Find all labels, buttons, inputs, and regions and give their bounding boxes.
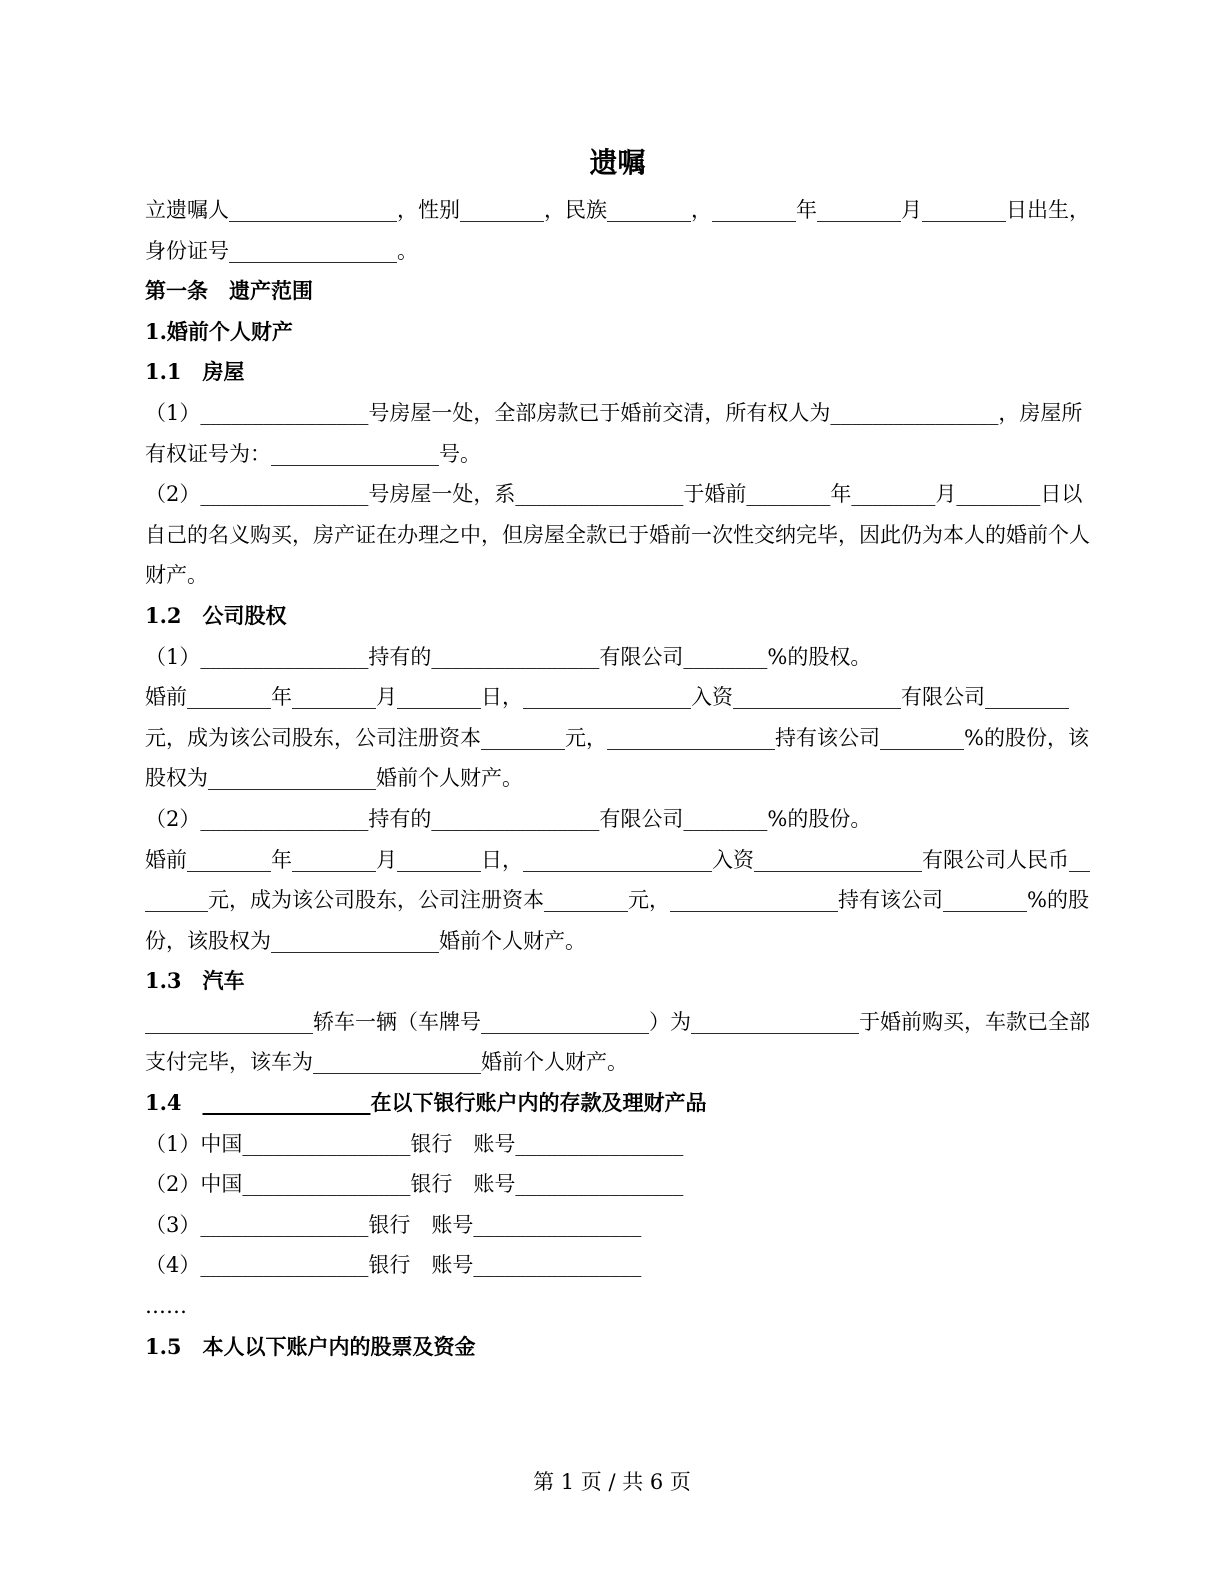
paragraph: ________________轿车一辆（车牌号________________）为________________于婚前购买，车款已全部支付完毕，该车为________________婚前个人财产。 (145, 1009, 1090, 1075)
section-heading: 1.4 ________________在以下银行账户内的存款及理财产品 (145, 1090, 707, 1116)
paragraph: （1）________________号房屋一处，全部房款已于婚前交清，所有权人为________________，房屋所有权证号为：________________号。 (145, 400, 1083, 466)
document-title: 遗嘱 (589, 146, 646, 179)
paragraph: （2）________________持有的________________有限公司________%的股份。 (145, 806, 872, 831)
page-footer: 第 1 页 / 共 6 页 (533, 1470, 691, 1494)
paragraph: （2）________________号房屋一处，系________________于婚前________年________月________日以自己的名义购买，房产证在办理之中，但房屋全款已于婚前一次性交纳完毕，因此仍为本人的婚前个人财产。 (145, 482, 1090, 588)
section-heading: 1.3 汽车 (145, 968, 245, 994)
paragraph: （1）________________持有的________________有限公司________%的股权。 (145, 644, 872, 669)
paragraph: （3）________________银行 账号________________ (145, 1212, 642, 1237)
section-heading: 1.1 房屋 (145, 359, 245, 385)
section-heading: 1.2 公司股权 (145, 602, 287, 628)
paragraph: （4）________________银行 账号________________ (145, 1253, 642, 1278)
document-body (145, 140, 1090, 1367)
section-heading: 第一条 遗产范围 (145, 278, 313, 304)
paragraph: 立遗嘱人________________，性别________，民族________，________年________月________日出生，身份证号________________。 (145, 198, 1090, 263)
paragraph-list (145, 190, 1090, 1367)
paragraph: …… (145, 1294, 187, 1319)
paragraph: （1）中国________________银行 账号________________ (145, 1131, 684, 1156)
paragraph: 婚前________年________月________日，__________________入资________________有限公司人民币________元，成为该公司股东，公司注册资本________元，________________持有该公司________%的股份，该股权为________________婚前个人财产。 (145, 847, 1090, 953)
paragraph: （2）中国________________银行 账号________________ (145, 1172, 684, 1197)
section-heading: 1.婚前个人财产 (145, 318, 293, 344)
paragraph: 婚前________年________月________日，________________入资________________有限公司________元，成为该公司股东，公司注册资本________元，________________持有该公司________%的股份，该股权为________________婚前个人财产。 (145, 685, 1089, 791)
section-heading: 1.5 本人以下账户内的股票及资金 (145, 1333, 476, 1359)
